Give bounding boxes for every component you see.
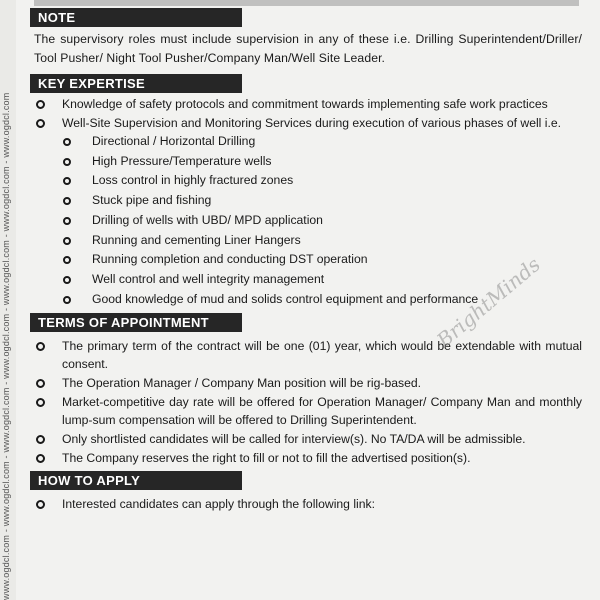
- sub-list-item: Stuck pipe and fishing: [30, 191, 582, 211]
- list-item: Interested candidates can apply through the following link:: [30, 495, 582, 513]
- terms-heading: TERMS OF APPOINTMENT: [30, 313, 242, 332]
- sub-list-item: Drilling of wells with UBD/ MPD application: [30, 211, 582, 231]
- how-to-apply-list: [30, 495, 582, 513]
- well-phases-sublist: [30, 132, 582, 309]
- list-item: The Operation Manager / Company Man position will be rig-based.: [30, 374, 582, 392]
- note-text: The supervisory roles must include supervision in any of these i.e. Drilling Superintendent/Driller/ Tool Pusher/ Night Tool Pusher/Company Man/Well Site Leader.: [34, 32, 582, 65]
- list-item-text: Well-Site Supervision and Monitoring Services during execution of various phases of well i.e.: [62, 116, 562, 130]
- sub-list-item: Directional / Horizontal Drilling: [30, 132, 582, 152]
- sub-list-item: Good knowledge of mud and solids control equipment and performance: [30, 290, 582, 310]
- terms-list: [30, 337, 582, 467]
- document-content: [30, 8, 582, 517]
- list-item: Knowledge of safety protocols and commitment towards implementing safe work practices: [30, 95, 582, 113]
- key-expertise-heading: KEY EXPERTISE: [30, 74, 242, 93]
- watermark-logo: BrightMinds: [432, 252, 545, 353]
- sub-list-item: Running completion and conducting DST operation: [30, 250, 582, 270]
- how-to-apply-heading: HOW TO APPLY: [30, 471, 242, 490]
- sub-list-item: Running and cementing Liner Hangers: [30, 231, 582, 251]
- cropped-top-text: [34, 0, 579, 6]
- sub-list-item: Well control and well integrity management: [30, 270, 582, 290]
- side-strip: [0, 0, 16, 600]
- list-item: The Company reserves the right to fill or not to fill the advertised position(s).: [30, 449, 582, 467]
- list-item: Market-competitive day rate will be offered for Operation Manager/ Company Man and monthly lump-sum compensation will be offered to Drilling Superintendent.: [30, 393, 582, 429]
- note-heading: NOTE: [30, 8, 242, 27]
- side-strip-url-text: www.ogdcl.com - www.ogdcl.com - www.ogdcl.com - www.ogdcl.com - www.ogdcl.com - www.ogdcl.com - www.ogdcl.com: [1, 92, 11, 600]
- list-item: [30, 114, 582, 132]
- key-expertise-list: [30, 95, 582, 132]
- sub-list-item: Loss control in highly fractured zones: [30, 171, 582, 191]
- list-item: Only shortlisted candidates will be called for interview(s). No TA/DA will be admissible.: [30, 430, 582, 448]
- sub-list-item: High Pressure/Temperature wells: [30, 152, 582, 172]
- list-item: The primary term of the contract will be one (01) year, which would be extendable with mutual consent.: [30, 337, 582, 373]
